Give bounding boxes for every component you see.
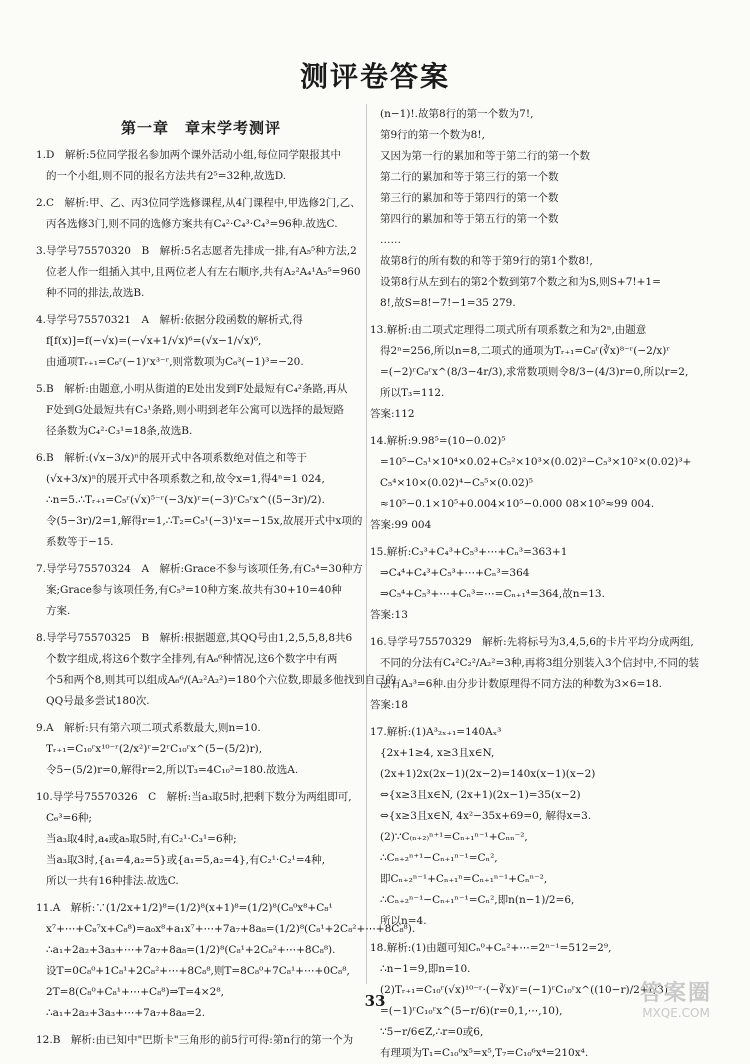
answer-line: ∴Cₙ₊₂ⁿ⁺¹−Cₙ₊₁ⁿ⁻¹=Cₙ², — [380, 852, 498, 864]
answer-line: 4.导学号75570321 A 解析:依据分段函数的解析式,得 — [36, 314, 303, 326]
answer-line: 个5和两个8,则其可以组成A₆⁶/(A₂²A₂²)=180个六位数,即最多他找到自己的 — [46, 674, 397, 686]
answer-line: 第9行的第一个数为8!, — [380, 129, 485, 141]
answer-line: C₆³=6种; — [46, 812, 92, 824]
answer-line: (n−1)!.故第8行的第一个数为7!, — [380, 108, 534, 120]
answer-line: 10.导学号75570326 C 解析:当a₃取5时,把剩下数分为两组即可, — [36, 791, 352, 803]
answer-line: F处到G处最短共有C₃¹条路,则小明到老年公寓可以选择的最短路 — [46, 404, 344, 416]
answer-line: 16.导学号75570329 解析:先将标号为3,4,5,6的卡片平均分成两组, — [370, 636, 694, 648]
answer-line: f[f(x)]=f(−√x)=(−√x+1/√x)⁶=(√x−1/√x)⁶, — [46, 335, 262, 347]
answer-line: x⁷+⋯+C₈⁷x+C₈⁸)=a₀x⁸+a₁x⁷+⋯+7a₇+8a₈=(1/2)⁸(C₈¹+2C₈²+⋯+8C₈⁸). — [46, 923, 416, 935]
answer-line: 9.A 解析:只有第六项二项式系数最大,则n=10. — [36, 722, 261, 734]
answer-line: (2)Tᵣ₊₁=C₁₀ʳ(√x)¹⁰⁻ʳ·(−∛x)ʳ=(−1)ʳC₁₀ʳx^((10−r)/2+r/3) — [380, 984, 668, 996]
page-title: 测评卷答案 — [299, 60, 450, 93]
answer-line: 所以n=4. — [380, 915, 427, 927]
column-divider — [366, 104, 367, 984]
answer-line: 不同的分法有C₄²C₂²/A₂²=3种,再将3组分别装入3个信封中,不同的装 — [380, 657, 699, 669]
answer-line: C₅⁴×10×(0.02)⁴−C₅⁵×(0.02)⁵ — [380, 477, 534, 489]
answer-line: 系数等于−15. — [46, 536, 114, 548]
answer-line: ⇔{x≥3且x∈N, (2x+1)(2x−1)=35(x−2) — [380, 789, 581, 801]
answer-line: 又因为第一行的累加和等于第二行的第一个数 — [380, 150, 590, 162]
answer-line: 7.导学号75570324 A 解析:Grace不参与该项任务,有C₅⁴=30种方 — [36, 563, 363, 575]
answer-line: ∴n−1=9,即n=10. — [380, 963, 471, 975]
watermark-url: MXQE.COM — [642, 1006, 710, 1020]
answer-line: ∵5−r/6∈Z,∴r=0或6, — [380, 1026, 484, 1038]
answer-line: 设T=0C₈⁰+1C₈¹+2C₈²+⋯+8C₈⁸,则T=8C₈⁰+7C₈¹+⋯+0C₈⁸, — [46, 965, 350, 977]
answer-line: {2x+1≥4, x≥3且x∈N, — [380, 747, 495, 759]
answer-line: 答案:99 004 — [370, 519, 432, 531]
answer-line: 的一个小组,则不同的报名方法共有2⁵=32种,故选D. — [46, 170, 287, 182]
answer-line: 第三行的累加和等于第四行的第一个数 — [380, 192, 559, 204]
answer-line: 第二行的累加和等于第三行的第一个数 — [380, 171, 559, 183]
answer-line: 13.解析:由二项式定理得二项式所有项系数之和为2ⁿ,由题意 — [370, 324, 647, 336]
watermark — [616, 982, 736, 1022]
answer-line: 位老人作一组插入其中,且两位老人有左右顺序,共有A₂²A₄¹A₅⁵=960 — [46, 266, 361, 278]
answer-line: QQ号最多尝试180次. — [46, 695, 150, 707]
answer-line: 6.B 解析:(√x−3/x)ⁿ的展开式中各项系数绝对值之和等于 — [36, 452, 308, 464]
answer-line: =10⁵−C₅¹×10⁴×0.02+C₅²×10³×(0.02)²−C₅³×10²×(0.02)³+ — [380, 456, 692, 468]
answer-line: ∴a₁+2a₂+3a₃+⋯+7a₇+8a₈=2. — [46, 1007, 206, 1019]
answer-line: (2x+1)2x(2x−1)(2x−2)=140x(x−1)(x−2) — [380, 768, 596, 780]
answer-line: 所以T₃=112. — [380, 387, 445, 399]
answer-line: 令5−(5/2)r=0,解得r=2,所以T₃=4C₁₀²=180.故选A. — [46, 764, 299, 776]
answer-line: 个数字组成,将这6个数字全排列,有A₆⁶种情况,这6个数字中有两 — [46, 653, 338, 665]
answer-line: ∴a₁+2a₂+3a₃+⋯+7a₇+8a₈=(1/2)⁸(C₈¹+2C₈²+⋯+8C₈⁸). — [46, 944, 336, 956]
answer-line: ∴Cₙ₊₂ⁿ⁻¹−Cₙ₊₁ⁿ⁻¹=Cₙ²,即n(n−1)/2=6, — [380, 894, 575, 906]
answer-line: 得2ⁿ=256,所以n=8,二项式的通项为Tᵣ₊₁=C₈ʳ(∛x)⁸⁻ʳ(−2/x)ʳ — [380, 345, 671, 357]
answer-line: 所以一共有16种排法.故选C. — [46, 875, 179, 887]
answer-line: 15.解析:C₃³+C₄³+C₅³+⋯+Cₙ³=363+1 — [370, 546, 568, 558]
answer-line: ∴n=5.∴Tᵣ₊₁=C₅ʳ(√x)⁵⁻ʳ(−3/x)ʳ=(−3)ʳC₅ʳx^((5−3r)/2). — [46, 494, 325, 506]
answer-line: ≈10⁵−0.1×10⁵+0.004×10⁵−0.000 08×10⁵≈99 004. — [380, 498, 655, 510]
watermark-logo: 答案圈 — [639, 981, 712, 1006]
answer-line: 8!,故S=8!−7!−1=35 279. — [380, 297, 516, 309]
answer-line: (2)∵C₍ₙ₊₂₎ⁿ⁺¹=Cₙ₊₁ⁿ⁻¹+Cₙₙ⁻², — [380, 831, 528, 843]
right-column — [370, 104, 716, 1064]
answer-line: 故第8行的所有数的和等于第9行的第1个数8!, — [380, 255, 593, 267]
answer-line: 方案. — [46, 605, 71, 617]
answer-line: 1.D 解析:5位同学报名参加两个课外活动小组,每位同学限报其中 — [36, 149, 341, 161]
answer-line: 法有A₃³=6种.由分步计数原理得不同方法的种数为3×6=18. — [380, 678, 662, 690]
answer-line: 答案:18 — [370, 699, 408, 711]
page-number: 33 — [364, 992, 386, 1010]
answer-line: =(−1)ʳC₁₀ʳx^(5−r/6)(r=0,1,⋯,10), — [380, 1005, 563, 1017]
answer-line: 答案:112 — [370, 408, 415, 420]
answer-line: 有理项为T₁=C₁₀⁰x⁵=x⁵,T₇=C₁₀⁶x⁴=210x⁴. — [380, 1047, 589, 1059]
answer-line: 设第8行从左到右的第2个数到第7个数之和为S,则S+7!+1= — [380, 276, 661, 288]
answer-line: …… — [380, 234, 401, 246]
answer-line: 径条数为C₄²·C₃¹=18条,故选B. — [46, 425, 193, 437]
answer-line: =(−2)ʳC₈ʳx^(8/3−4r/3),求常数项则令8/3−(4/3)r=0,所以r=2, — [380, 366, 689, 378]
answer-line: 令(5−3r)/2=1,解得r=1,∴T₂=C₅¹(−3)¹x=−15x,故展开式中x项的 — [46, 515, 363, 527]
answer-line: 案;Grace参与该项任务,有C₅³=10种方案.故共有30+10=40种 — [46, 584, 342, 596]
answer-line: 17.解析:(1)A³₂ₓ₊₁=140Aₓ³ — [370, 726, 502, 738]
answer-line: 18.解析:(1)由题可知Cₙ⁰+Cₙ²+⋯=2ⁿ⁻¹=512=2⁹, — [370, 942, 612, 954]
answer-line: ⇒C₄⁴+C₄³+C₅³+⋯+Cₙ³=364 — [380, 567, 530, 579]
answer-line: 当a₃取3时,{a₁=4,a₂=5}或{a₁=5,a₂=4},有C₂¹·C₂¹=4种, — [46, 854, 326, 866]
answer-line: (√x+3/x)ⁿ的展开式中各项系数之和,故令x=1,得4ⁿ=1 024, — [46, 473, 325, 485]
answer-line: 12.B 解析:由已知中"巴斯卡"三角形的前5行可得:第n行的第一个为 — [36, 1034, 354, 1046]
answer-line: 8.导学号75570325 B 解析:根据题意,其QQ号由1,2,5,5,8,8共6 — [36, 632, 353, 644]
answer-line: Tᵣ₊₁=C₁₀ʳx¹⁰⁻ʳ(2/x²)ʳ=2ʳC₁₀ʳx^(5−(5/2)r), — [46, 743, 263, 755]
answer-line: 3.导学号75570320 B 解析:5名志愿者先排成一排,有A₅⁵种方法,2 — [36, 245, 357, 257]
answer-line: ⇔{x≥3且x∈N, 4x²−35x+69=0, 解得x=3. — [380, 810, 592, 822]
answer-line: 即Cₙ₊₂ⁿ⁻¹+Cₙ₊₁ⁿ=Cₙ₊₁ⁿ⁻¹+Cₙⁿ⁻², — [380, 873, 548, 885]
answer-line: 11.A 解析:∵(1/2x+1/2)⁸=(1/2)⁸(x+1)⁸=(1/2)⁸(C₈⁰x⁸+C₈¹ — [36, 902, 333, 914]
answer-line: 5.B 解析:由题意,小明从街道的E处出发到F处最短有C₄²条路,再从 — [36, 383, 348, 395]
chapter-heading: 第一章 章末学考测评 — [120, 119, 281, 137]
answer-line: 答案:13 — [370, 609, 408, 621]
answer-line: 种不同的排法,故选B. — [46, 287, 145, 299]
answer-line: 丙各选修3门,则不同的选修方案共有C₄²·C₄³·C₄³=96种.故选C. — [46, 218, 338, 230]
answer-line: 14.解析:9.98⁵=(10−0.02)⁵ — [370, 435, 506, 447]
answer-line: 当a₃取4时,a₄或a₅取5时,有C₂¹·C₃¹=6种; — [46, 833, 237, 845]
answer-line: 2.C 解析:甲、乙、丙3位同学选修课程,从4门课程中,甲选修2门,乙、 — [36, 197, 361, 209]
answer-line: 2T=8(C₈⁰+C₈¹+⋯+C₈⁸)⇒T=4×2⁸, — [46, 986, 224, 998]
answer-line: 由通项Tᵣ₊₁=C₆ʳ(−1)ʳx³⁻ʳ,则常数项为C₆³(−1)³=−20. — [46, 356, 304, 368]
answer-line: ⇒C₅⁴+C₅³+⋯+Cₙ³=⋯=Cₙ₊₁⁴=364,故n=13. — [380, 588, 605, 600]
answer-line: 第四行的累加和等于第五行的第一个数 — [380, 213, 559, 225]
